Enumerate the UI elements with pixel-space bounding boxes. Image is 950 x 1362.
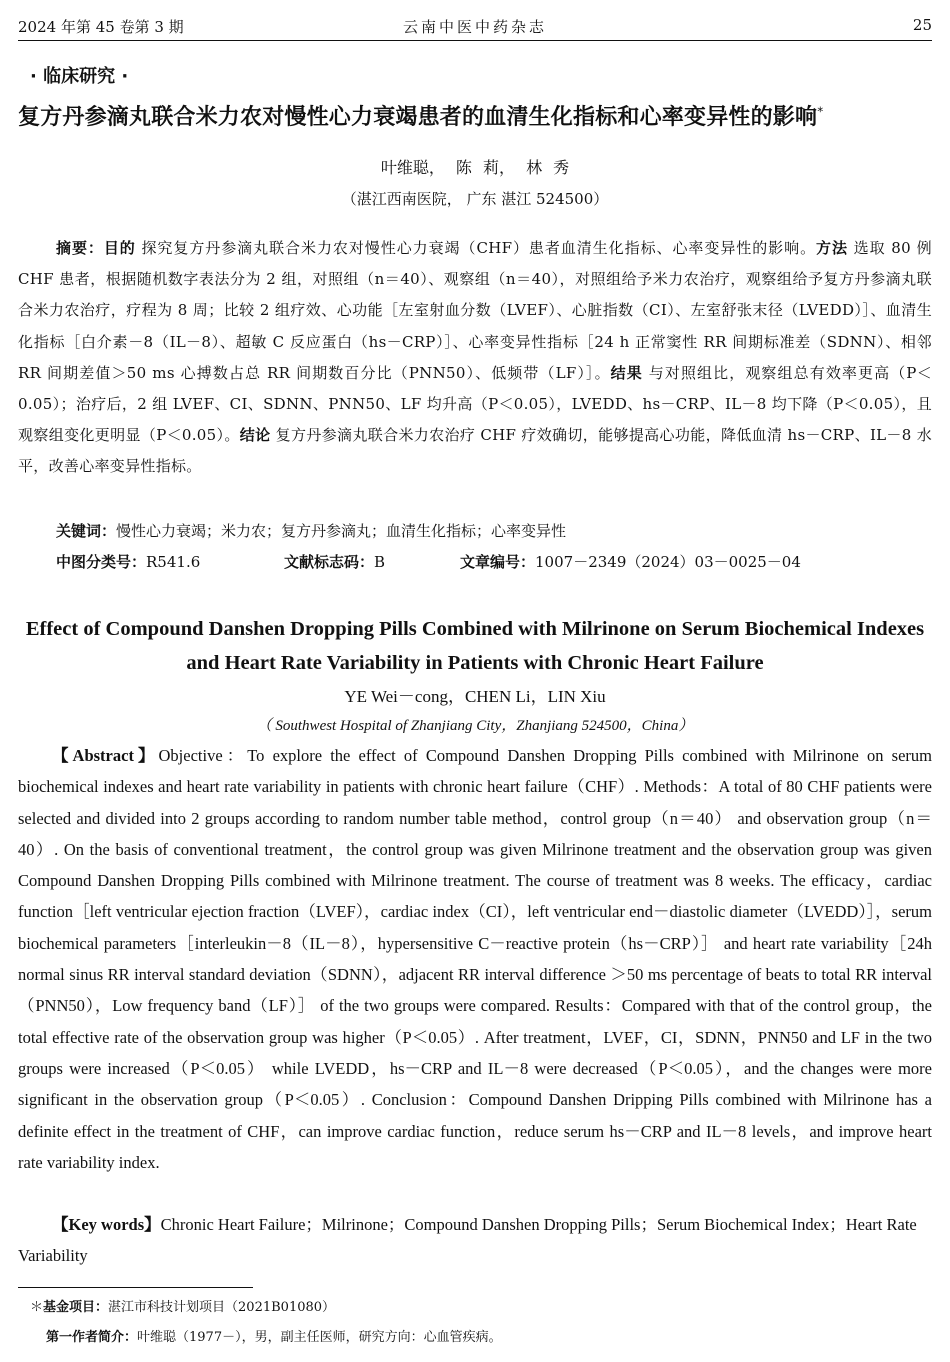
english-title: Effect of Compound Danshen Dropping Pills Combined with Milrinone on Serum Biochemical Indexes and Heart Rate Variability in Patients with Chronic Heart Failure (25, 618, 925, 674)
clc-number (56, 551, 200, 572)
funding-footnote (30, 1296, 335, 1315)
chinese-authors: 叶维聪， 陈 莉， 林 秀 (380, 158, 570, 177)
results-label: 结果 (610, 363, 643, 382)
chinese-title (18, 100, 940, 131)
objective-text: 探究复方丹参滴丸联合米力农对慢性心力衰竭（CHF）患者血清生化指标、心率变异性的影响。 (135, 239, 817, 257)
english-keywords (18, 1209, 932, 1272)
author-bio-label: 第一作者简介： (46, 1330, 138, 1345)
author-bio-text: 叶维聪（1977－），男，副主任医师，研究方向：心血管疾病。 (137, 1330, 502, 1345)
title-footnote-mark: * (817, 104, 824, 119)
english-affiliation: （ Southwest Hospital of Zhanjiang City，Zhanjiang 524500，China） (256, 718, 694, 734)
results-text: 与对照组比，观察组总有效率更高（P＜0.05）；治疗后，2 组 LVEF、CI、SDNN、PNN50、LF 均升高（P＜0.05），LVEDD、hs－CRP、IL－8 均下降（P＜0.05），且观察组变化更明显（P＜0.05）。 (18, 363, 933, 445)
chinese-title-text: 复方丹参滴丸联合米力农对慢性心力衰竭患者的血清生化指标和心率变异性的影响 (18, 105, 818, 130)
conclusion-text: 复方丹参滴丸联合米力农治疗 CHF 疗效确切，能够提高心功能，降低血清 hs－CRP、IL－8 水平，改善心率变异性指标。 (18, 426, 932, 476)
section-label: · 临床研究 · (30, 66, 129, 87)
english-authors: YE Wei－cong，CHEN Li，LIN Xiu (344, 687, 606, 706)
page-number: 25 (912, 16, 932, 34)
article-label: 文章编号： (460, 553, 536, 571)
clc-label: 中图分类号： (56, 553, 147, 571)
doc-value: B (374, 553, 386, 571)
clc-value: R541.6 (146, 553, 201, 571)
author-footnote (46, 1326, 502, 1345)
article-value: 1007－2349（2024）03－0025－04 (535, 553, 801, 571)
funding-mark: ＊ (30, 1300, 44, 1315)
keywords-text: 慢性心力衰竭；米力农；复方丹参滴丸；血清生化指标；心率变异性 (116, 522, 567, 540)
methods-label: 方法 (816, 239, 848, 257)
english-abstract-text: Objective：To explore the effect of Compound Danshen Dropping Pills combined with Milrinone on serum biochemical indexes and heart rate variability in patients with chronic heart failure（CHF）. Methods：A total of 80 CHF patients were selected and divided into 2 groups according to random number table method，control group（n＝40） and observation group（n＝40）. On the basis of conventional treatment，the control group was given Milrinone treatment and the observation group was given Compound Danshen Dropping Pills combined with Milrinone treatment. The course of treatment was 8 weeks. The efficacy，cardiac function［left ventricular ejection fraction（LVEF），cardiac index（CI），left ventricular end－diastolic diameter（LVEDD）］，serum biochemical parameters［interleukin－8（IL－8），hypersensitive C－reactive protein（hs－CRP）］ and heart rate variability［24h normal sinus RR interval standard deviation（SDNN），adjacent RR interval difference ＞50 ms percentage of beats to total RR interval（PNN50），Low frequency band（LF）］ of the two groups were compared. Results：Compared with that of the control group，the total effective rate of the observation group was higher（P＜0.05）. After treatment，LVEF，CI，SDNN，PNN50 and LF in the two groups were increased（P＜0.05） while LVEDD，hs－CRP and IL－8 were decreased（P＜0.05），and the changes were more significant in the observation group（P＜0.05）. Conclusion：Compound Danshen Dripping Pills combined with Milrinone has a definite effect in the treatment of CHF，can improve cardiac function，reduce serum hs－CRP and IL－8 levels，and improve heart rate variability index. (18, 746, 932, 1172)
abstract-label: 摘要： (56, 239, 104, 257)
chinese-abstract (18, 233, 932, 483)
document-code (284, 551, 385, 572)
running-header (18, 16, 932, 38)
chinese-keywords (56, 520, 566, 541)
issue-info: 2024 年第 45 卷第 3 期 (18, 18, 184, 36)
footnote-rule (18, 1287, 253, 1288)
objective-label: 目的 (103, 239, 136, 257)
header-rule (18, 40, 932, 41)
doc-label: 文献标志码： (284, 553, 375, 571)
article-number (460, 551, 801, 572)
english-keywords-label: 【Key words】 (52, 1215, 161, 1234)
keywords-label: 关键词： (56, 522, 117, 540)
methods-text: 选取 80 例 CHF 患者，根据随机数字表法分为 2 组，对照组（n＝40）、观察组（n＝40），对照组给予米力农治疗，观察组给予复方丹参滴丸联合米力农治疗，疗程为 8 周；比较 2 组疗效、心功能［左室射血分数（LVEF）、心脏指数（CI）、左室舒张末径（LVEDD）］、血清生化指标［白介素－8（IL－8）、超敏 C 反应蛋白（hs－CRP）］、心率变异性指标［24 h 正常窦性 RR 间期标准差（SDNN）、相邻 RR 间期差值＞50 ms 心搏数占总 RR 间期数百分比（PNN50）、低频带（LF）］。 (18, 239, 932, 382)
funding-label: 基金项目： (43, 1300, 109, 1315)
journal-name: 云南中医中药杂志 (402, 18, 547, 36)
english-abstract (18, 740, 932, 1178)
chinese-affiliation: （湛江西南医院， 广东 湛江 524500） (341, 190, 609, 208)
english-keywords-text: Chronic Heart Failure；Milrinone；Compound Danshen Dropping Pills；Serum Biochemical Index；Heart Rate Variability (18, 1215, 917, 1266)
conclusion-label: 结论 (239, 426, 271, 445)
funding-text: 湛江市科技计划项目（2021B01080） (108, 1300, 336, 1315)
english-abstract-label: 【Abstract】 (52, 746, 159, 765)
